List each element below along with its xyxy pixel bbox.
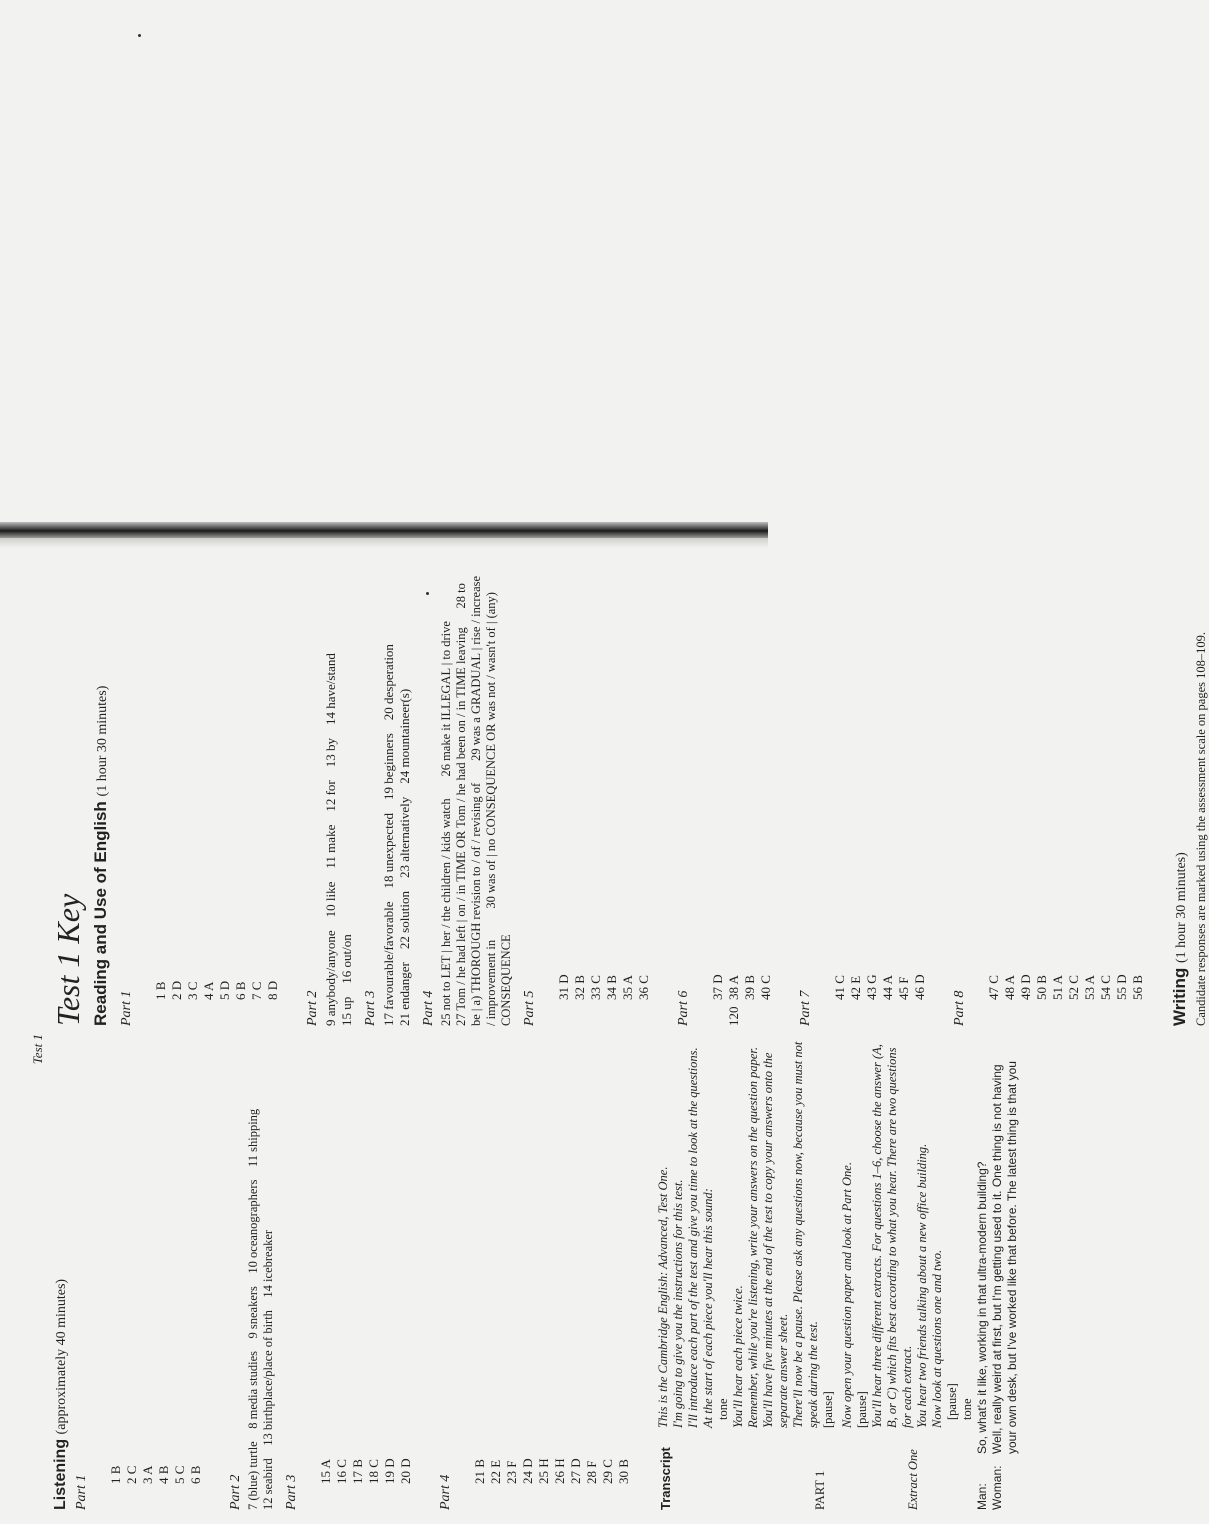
answer: 26 H xyxy=(552,1458,567,1484)
page-number: 120 xyxy=(726,1006,741,1026)
answer: 6 B xyxy=(233,981,248,1000)
part2-line: 9 anybody/anyone 10 like 11 make 12 for 13 by 14 have/stand xyxy=(323,653,338,1026)
answer: 39 B xyxy=(742,975,757,1000)
part3-answers xyxy=(302,1038,430,1510)
part2-label: Part 2 xyxy=(228,1474,243,1510)
transcript-intro: I'm going to give you the instructions for this test. xyxy=(671,1179,685,1428)
pause-note: There'll now be a pause. Please ask any questions now, because you must not speak during the test. xyxy=(791,1041,820,1428)
answer: 6 B xyxy=(188,1465,203,1484)
part2-label: Part 2 xyxy=(305,990,320,1026)
speck xyxy=(426,592,429,595)
answer: 1 B xyxy=(153,981,168,1000)
section-duration: (approximately 40 minutes) xyxy=(54,1278,69,1435)
page-title: Test 1 Key xyxy=(50,893,86,1026)
answer: 30 B xyxy=(616,1459,631,1484)
answer: 49 D xyxy=(1018,974,1033,1000)
transcript-intro: This is the Cambridge English: Advanced, Test One. xyxy=(656,1166,670,1428)
answer: 28 F xyxy=(584,1460,599,1484)
open-paper-text: Now open your question paper and look at Part One. xyxy=(840,1162,854,1428)
answer: 5 D xyxy=(217,980,232,1000)
part6-label: Part 6 xyxy=(676,990,691,1026)
section-name: Reading and Use of English xyxy=(91,801,110,1026)
part6-answers xyxy=(694,544,790,1026)
speaker: Man: xyxy=(975,1483,989,1510)
answer: 16 C xyxy=(334,1459,349,1484)
part2-line: 15 up 16 out/on xyxy=(339,934,354,1026)
utterance: Well, really weird at first, but I'm getting used to it. One thing is not having your own desk, but I've worked like that before. The latest thing is that you xyxy=(990,1061,1019,1454)
transcript-label: Transcript xyxy=(658,1447,673,1510)
transcript-margin xyxy=(656,1428,975,1510)
answer: 29 C xyxy=(600,1459,615,1484)
transcript-block xyxy=(656,1038,975,1510)
answer: 41 C xyxy=(832,975,847,1000)
friends-text: You hear two friends talking about a new office building. xyxy=(915,1143,929,1428)
book-gutter xyxy=(0,522,768,538)
part4-label: Part 4 xyxy=(421,990,436,1026)
part1-label: Part 1 xyxy=(74,1474,89,1510)
tone-marker: tone xyxy=(716,1398,730,1420)
answer: 44 A xyxy=(880,975,895,1000)
section-duration: (1 hour 30 minutes) xyxy=(95,685,110,797)
right-page-content xyxy=(40,1024,1019,1524)
answer: 15 A xyxy=(318,1459,333,1484)
part5-label: Part 5 xyxy=(522,990,537,1026)
part3-label: Part 3 xyxy=(363,990,378,1026)
writing-label: Writing xyxy=(1170,967,1189,1026)
answer: 3 C xyxy=(185,981,200,1000)
answer: 27 D xyxy=(568,1458,583,1484)
answer: 32 B xyxy=(572,975,587,1000)
answer: 42 E xyxy=(848,975,863,1000)
part3-line: 17 favourable/favorable 18 unexpected 19 beginners 20 desperation xyxy=(381,644,396,1026)
answer: 36 C xyxy=(636,975,651,1000)
listening-section-title xyxy=(52,1038,70,1510)
transcript-body xyxy=(656,1038,975,1428)
part2-line: 12 seabird 13 birthplace/place of birth 14 icebreaker xyxy=(261,1229,275,1510)
answer: 34 B xyxy=(604,975,619,1000)
pause-marker: [pause] xyxy=(855,1391,869,1428)
part4-line: / improvement in 30 was of | no CONSEQUENCE OR was not / wasn't of | (any) xyxy=(484,592,498,1026)
answer: 50 B xyxy=(1034,975,1049,1000)
answer: 3 A xyxy=(140,1465,155,1484)
answer: 56 B xyxy=(1130,975,1145,1000)
answer: 25 H xyxy=(536,1458,551,1484)
transcript-intro: At the start of each piece you'll hear this sound: xyxy=(701,1188,715,1428)
answer: 53 A xyxy=(1082,975,1097,1000)
part3-label: Part 3 xyxy=(284,1474,299,1510)
writing-section-title xyxy=(1170,544,1190,1026)
answer: 20 D xyxy=(398,1458,413,1484)
reading-section-title xyxy=(91,544,111,1026)
three-extracts-text: You'll hear three different extracts. For questions 1–6, choose the answer (A, B, or C) which fits best according to what you hear. There are two questions for each extract. xyxy=(870,1044,914,1428)
answer: 35 A xyxy=(620,975,635,1000)
speaker: Woman: xyxy=(990,1465,1004,1510)
part1-heading: PART 1 xyxy=(813,1470,827,1510)
remember-text: Remember, while you're listening, write your answers on the question paper. You'll have five minutes at the end of the test to copy your answers onto the separate answer sheet. xyxy=(746,1047,790,1428)
utterance: So, what's it like, working in that ultra-modern building? xyxy=(975,1161,989,1454)
part4-line: 25 not to LET | her / the children / kids watch 26 make it ILLEGAL | to drive xyxy=(439,621,453,1026)
running-head: Test 1 xyxy=(30,1034,45,1065)
answer: 43 G xyxy=(864,974,879,1000)
answer: 17 B xyxy=(350,1459,365,1484)
part1-answers xyxy=(92,1038,220,1510)
part8-answers xyxy=(970,544,1162,1026)
answer: 23 F xyxy=(504,1460,519,1484)
part7-answers xyxy=(816,544,944,1026)
transcript-intro: I'll introduce each part of the test and give you time to look at the questions. xyxy=(686,1047,700,1428)
part8-label: Part 8 xyxy=(952,990,967,1026)
answer: 1 B xyxy=(108,1465,123,1484)
gutter-shadow xyxy=(0,538,768,548)
answer: 21 B xyxy=(472,1459,487,1484)
writing-text: Candidate responses are marked using the assessment scale on pages 108–109. xyxy=(1194,632,1208,1026)
answer: 2 C xyxy=(124,1465,139,1484)
answer: 45 F xyxy=(896,976,911,1000)
answer: 38 A xyxy=(726,975,741,1000)
answer: 19 D xyxy=(382,1458,397,1484)
part1-answers xyxy=(137,544,297,1026)
answer: 52 C xyxy=(1066,975,1081,1000)
pause-marker: [pause] xyxy=(945,1383,959,1420)
left-page xyxy=(40,530,1208,1040)
answer: 47 C xyxy=(986,975,1001,1000)
dialog-line xyxy=(990,1038,1020,1510)
part4-answers xyxy=(456,1038,648,1510)
writing-duration: (1 hour 30 minutes) xyxy=(1174,852,1189,964)
part1-label: Part 1 xyxy=(119,990,134,1026)
answer: 18 C xyxy=(366,1459,381,1484)
speck xyxy=(138,34,141,37)
answer: 51 A xyxy=(1050,975,1065,1000)
answer: 48 A xyxy=(1002,975,1017,1000)
answer: 33 C xyxy=(588,975,603,1000)
section-name: Listening xyxy=(52,1438,69,1510)
answer: 7 C xyxy=(249,981,264,1000)
answer: 46 D xyxy=(912,974,927,1000)
answer: 8 D xyxy=(265,980,280,1000)
answer: 2 D xyxy=(169,980,184,1000)
answer: 31 D xyxy=(556,974,571,1000)
dialog-line xyxy=(975,1038,990,1510)
answer: 4 A xyxy=(201,981,216,1000)
answer: 5 C xyxy=(172,1465,187,1484)
answer: 37 D xyxy=(710,974,725,1000)
answer: 55 D xyxy=(1114,974,1129,1000)
part4-line: be | a) THOROUGH revision to / of / revising of 29 was a GRADUAL | rise / increase xyxy=(469,575,483,1026)
part2-line: 7 (blue) turtle 8 media studies 9 sneakers 10 oceanographers 11 shipping xyxy=(246,1108,260,1510)
pause-marker: [pause] xyxy=(821,1391,835,1428)
right-page xyxy=(30,1024,1019,1524)
extract-label: Extract One xyxy=(906,1449,920,1510)
part3-line: 21 endanger 22 solution 23 alternatively 24 mountaineer(s) xyxy=(397,688,412,1026)
answer: 24 D xyxy=(520,1458,535,1484)
answer: 4 B xyxy=(156,1465,171,1484)
hear-twice: You'll hear each piece twice. xyxy=(731,1285,745,1428)
part4-line: 27 Tom / he had left | on / in TIME OR Tom / he had been on / in TIME leaving 28 to xyxy=(454,583,468,1026)
answer: 40 C xyxy=(758,975,773,1000)
part5-answers xyxy=(540,544,668,1026)
tone-marker: tone xyxy=(960,1398,974,1420)
answer: 54 C xyxy=(1098,975,1113,1000)
part4-label: Part 4 xyxy=(438,1474,453,1510)
look-questions-text: Now look at questions one and two. xyxy=(930,1249,944,1428)
part7-label: Part 7 xyxy=(798,990,813,1026)
answer: 22 E xyxy=(488,1459,503,1484)
left-page-content xyxy=(40,530,1208,1040)
part4-line: CONSEQUENCE xyxy=(499,934,513,1026)
